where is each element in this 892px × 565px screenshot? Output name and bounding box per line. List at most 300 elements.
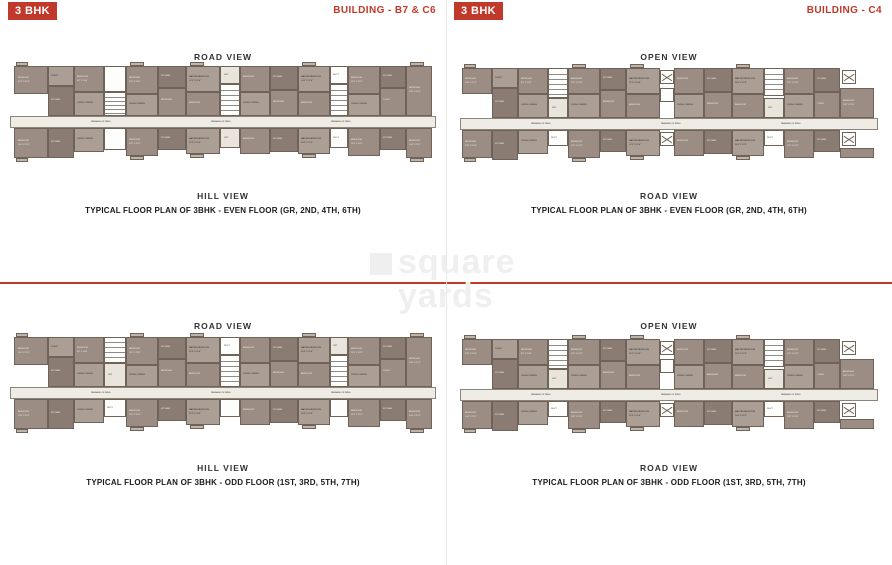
unit-block: [840, 359, 874, 389]
unit-block: [240, 128, 270, 154]
unit-block: [158, 337, 186, 359]
unit-block: [568, 68, 600, 94]
room-name: KITCHEN: [51, 412, 61, 414]
room-dimension: 11'0" X 12'0": [787, 353, 799, 355]
duct-block: [330, 128, 348, 148]
duct-block: [660, 359, 674, 373]
room-name: BEDROOM: [677, 78, 688, 80]
corridor-band: [10, 116, 436, 128]
duct-cross-box: [660, 403, 674, 417]
unit-block: [704, 401, 732, 425]
room-name: BEDROOM: [465, 141, 476, 143]
room-dimension: 10'6" X 12'0": [735, 353, 747, 355]
room-name: MASTER BEDROOM: [189, 347, 209, 349]
room-name: KITCHEN: [383, 408, 393, 410]
unit-block: [270, 128, 298, 152]
unit-block: [674, 401, 704, 427]
unit-block: [732, 401, 764, 427]
balcony-block: [302, 62, 316, 66]
corridor-band: [10, 387, 436, 399]
room-name: MASTER BEDROOM: [735, 349, 755, 351]
room-name: KITCHEN: [51, 99, 61, 101]
lift-block: [548, 98, 568, 118]
unit-block: [840, 419, 874, 429]
room-name: KITCHEN: [161, 346, 171, 348]
unit-block: [240, 92, 270, 116]
room-name: KITCHEN: [707, 411, 717, 413]
unit-block: [626, 365, 660, 389]
unit-block: [840, 88, 874, 118]
unit-block: [270, 90, 298, 116]
room-name: DUCT: [333, 74, 339, 76]
room-name: TOILET: [495, 348, 503, 350]
unit-block: [406, 66, 432, 116]
view-label-top: OPEN VIEW: [640, 321, 698, 331]
unit-block: [626, 401, 660, 427]
plan-caption: TYPICAL FLOOR PLAN OF 3BHK - ODD FLOOR (1ST, 3RD, 5TH, 7TH): [86, 478, 360, 487]
unit-block: [518, 130, 548, 154]
lift-block: [764, 98, 784, 118]
room-name: LIFT: [552, 107, 557, 109]
unit-block: [298, 92, 330, 116]
room-name: BEDROOM: [603, 101, 614, 103]
unit-block: [14, 337, 48, 365]
room-dimension: 10'0" X 11'6": [465, 416, 477, 418]
room-name: LIVING / DINING: [787, 104, 803, 106]
unit-block: [380, 337, 406, 359]
balcony-block: [16, 158, 28, 162]
unit-block: [74, 363, 104, 387]
room-dimension: 12'6" X 10'0": [629, 82, 641, 84]
staircase-block: [548, 339, 568, 369]
balcony-block: [464, 429, 476, 433]
room-name: BEDROOM: [18, 348, 29, 350]
unit-block: [48, 399, 74, 429]
unit-block: [380, 128, 406, 150]
unit-block: [674, 339, 704, 365]
unit-block: [674, 94, 704, 118]
unit-block: [158, 66, 186, 88]
room-dimension: 11'0" X 12'0": [351, 143, 363, 145]
unit-block: [380, 399, 406, 421]
unit-block: [348, 66, 380, 94]
unit-block: [704, 339, 732, 363]
balcony-block: [302, 333, 316, 337]
room-name: BEDROOM: [787, 349, 798, 351]
unit-block: [600, 339, 626, 361]
unit-block: [74, 399, 104, 423]
duct-block: [764, 130, 784, 146]
panel-header: [0, 0, 446, 22]
room-name: BEDROOM: [243, 76, 254, 78]
room-name: BEDROOM: [77, 76, 88, 78]
unit-block: [348, 337, 380, 365]
view-label-bottom: ROAD VIEW: [639, 191, 699, 201]
room-name: BEDROOM: [243, 409, 254, 411]
room-name: LIVING / DINING: [521, 411, 537, 413]
room-name: BEDROOM: [521, 78, 532, 80]
room-dimension: 10'6" X 12'0": [735, 415, 747, 417]
room-name: BEDROOM: [351, 77, 362, 79]
unit-block: [784, 339, 814, 365]
room-name: BEDROOM: [161, 370, 172, 372]
unit-block: [186, 337, 220, 363]
staircase-block: [548, 68, 568, 98]
room-name: KITCHEN: [161, 75, 171, 77]
room-dimension: 11'0" X 12'0": [351, 81, 363, 83]
unit-block: [462, 130, 492, 158]
room-name: LIVING / DINING: [351, 374, 367, 376]
watermark-line2: yards: [398, 277, 494, 315]
room-name: BEDROOM: [129, 139, 140, 141]
room-name: LIVING / DINING: [571, 104, 587, 106]
staircase-block: [104, 92, 126, 116]
room-dimension: 10'0" X 11'6": [409, 144, 421, 146]
staircase-block: [764, 339, 784, 367]
room-dimension: 11'0" X 12'0": [351, 414, 363, 416]
unit-block: [784, 94, 814, 118]
room-name: BEDROOM: [465, 349, 476, 351]
unit-block: [518, 365, 548, 389]
room-name: BEDROOM: [129, 348, 140, 350]
duct-cross-box: [660, 70, 674, 84]
room-dimension: 10'0" X 11'6": [465, 353, 477, 355]
lift-block: [330, 337, 348, 355]
room-name: BEDROOM: [707, 374, 718, 376]
room-name: KITCHEN: [273, 76, 283, 78]
unit-block: [568, 130, 600, 158]
room-name: LIFT: [224, 74, 229, 76]
room-name: DUCT: [767, 408, 773, 410]
bhk-badge: 3 BHK: [454, 2, 503, 20]
room-dimension: 10'6" X 12'0": [301, 351, 313, 353]
unit-block: [784, 68, 814, 94]
room-name: BEDROOM: [787, 141, 798, 143]
room-name: LIVING / DINING: [521, 104, 537, 106]
room-name: DUCT: [107, 407, 113, 409]
unit-block: [518, 401, 548, 425]
room-name: LIFT: [552, 378, 557, 380]
unit-block: [518, 94, 548, 118]
unit-block: [126, 399, 158, 427]
room-name: KITCHEN: [707, 78, 717, 80]
unit-block: [674, 130, 704, 156]
room-name: DUCT: [224, 345, 230, 347]
unit-block: [814, 68, 840, 92]
room-name: BEDROOM: [571, 349, 582, 351]
duct-cross-box: [842, 403, 856, 417]
room-name: BEDROOM: [18, 140, 29, 142]
corridor-note: PASSAGE OF WING: [331, 392, 351, 394]
balcony-block: [572, 335, 586, 339]
room-dimension: 12'6" X 10'0": [189, 142, 201, 144]
unit-block: [462, 339, 492, 365]
view-label-bottom: ROAD VIEW: [639, 463, 699, 473]
corridor-note: PASSAGE OF WING: [331, 121, 351, 123]
room-name: KITCHEN: [603, 139, 613, 141]
room-name: BEDROOM: [18, 411, 29, 413]
room-name: KITCHEN: [51, 141, 61, 143]
unit-block: [298, 363, 330, 387]
corridor-note: PASSAGE OF WING: [211, 121, 231, 123]
unit-block: [732, 94, 764, 118]
unit-block: [14, 399, 48, 429]
room-name: LIVING / DINING: [571, 375, 587, 377]
duct-block: [764, 401, 784, 417]
room-name: KITCHEN: [817, 78, 827, 80]
unit-block: [704, 92, 732, 118]
room-name: BEDROOM: [677, 411, 688, 413]
room-name: BEDROOM: [629, 375, 640, 377]
duct-cross-box: [660, 341, 674, 355]
balcony-block: [16, 333, 28, 337]
room-dimension: 11'0" X 12'0": [129, 81, 141, 83]
room-name: LIFT: [768, 107, 773, 109]
room-dimension: 12'6" X 10'0": [629, 353, 641, 355]
room-name: TOILET: [51, 346, 59, 348]
unit-block: [240, 399, 270, 425]
unit-block: [814, 130, 840, 152]
unit-block: [14, 66, 48, 94]
room-name: BEDROOM: [129, 410, 140, 412]
room-name: KITCHEN: [273, 409, 283, 411]
unit-block: [626, 130, 660, 156]
unit-block: [600, 401, 626, 423]
plan-caption: TYPICAL FLOOR PLAN OF 3BHK - EVEN FLOOR (GR, 2ND, 4TH, 6TH): [85, 206, 361, 215]
room-name: MASTER BEDROOM: [189, 409, 209, 411]
room-name: KITCHEN: [495, 414, 505, 416]
unit-block: [732, 130, 764, 156]
balcony-block: [410, 158, 424, 162]
room-name: BEDROOM: [843, 100, 854, 102]
unit-block: [462, 68, 492, 94]
room-dimension: 10'0" X 11'6": [465, 82, 477, 84]
balcony-block: [410, 333, 424, 337]
unit-block: [406, 337, 432, 387]
room-dimension: 10'0" X 11'6": [843, 104, 855, 106]
balcony-block: [630, 427, 644, 431]
corridor-note: PASSAGE OF WING: [781, 123, 801, 125]
unit-block: [48, 337, 74, 357]
unit-block: [518, 68, 548, 94]
unit-block: [492, 68, 518, 88]
balcony-block: [302, 425, 316, 429]
room-name: LIVING / DINING: [787, 375, 803, 377]
room-name: LIVING / DINING: [77, 138, 93, 140]
building-label: BUILDING - B7 & C6: [333, 5, 436, 16]
room-name: BEDROOM: [677, 349, 688, 351]
panel-top-left: [0, 0, 446, 282]
room-name: BEDROOM: [129, 77, 140, 79]
balcony-block: [464, 335, 476, 339]
unit-block: [568, 94, 600, 118]
room-name: BEDROOM: [571, 78, 582, 80]
room-dimension: 11'0" X 12'0": [787, 82, 799, 84]
room-name: KITCHEN: [603, 77, 613, 79]
unit-block: [240, 66, 270, 92]
room-name: MASTER BEDROOM: [629, 411, 649, 413]
lift-block: [764, 369, 784, 389]
room-name: MASTER BEDROOM: [735, 78, 755, 80]
room-dimension: 11'0" X 12'0": [571, 145, 583, 147]
room-name: LIVING / DINING: [351, 103, 367, 105]
floor-plan-drawing: [460, 333, 878, 455]
room-name: KITCHEN: [495, 372, 505, 374]
room-dimension: 11'0" X 12'0": [571, 82, 583, 84]
room-name: MASTER BEDROOM: [301, 76, 321, 78]
room-name: BEDROOM: [273, 101, 284, 103]
unit-block: [158, 128, 186, 150]
corridor-note: PASSAGE OF WING: [781, 394, 801, 396]
duct-block: [330, 66, 348, 84]
room-name: BEDROOM: [571, 412, 582, 414]
unit-block: [186, 399, 220, 425]
unit-block: [48, 128, 74, 158]
unit-block: [74, 66, 104, 92]
room-name: DUCT: [551, 408, 557, 410]
staircase-block: [764, 68, 784, 96]
room-name: DUCT: [767, 137, 773, 139]
duct-block: [220, 337, 240, 355]
room-dimension: 12'6" X 10'0": [189, 413, 201, 415]
room-name: KITCHEN: [495, 101, 505, 103]
unit-block: [518, 339, 548, 365]
corridor-note: PASSAGE OF WING: [211, 392, 231, 394]
unit-block: [704, 363, 732, 389]
room-name: BEDROOM: [843, 371, 854, 373]
unit-block: [126, 66, 158, 94]
staircase-block: [220, 355, 240, 387]
room-name: LIVING / DINING: [129, 374, 145, 376]
room-name: TOILET: [51, 75, 59, 77]
room-dimension: 10'6" X 12'0": [301, 413, 313, 415]
room-name: TOILET: [383, 370, 391, 372]
room-dimension: 10'0" X 11'6": [18, 144, 30, 146]
room-name: TOILET: [817, 103, 825, 105]
balcony-block: [736, 156, 750, 160]
room-dimension: 9'0" X 10'0": [77, 80, 88, 82]
room-name: KITCHEN: [383, 346, 393, 348]
room-name: BEDROOM: [351, 410, 362, 412]
room-name: LIFT: [768, 378, 773, 380]
room-name: BEDROOM: [161, 99, 172, 101]
room-dimension: 12'6" X 10'0": [189, 80, 201, 82]
staircase-block: [104, 337, 126, 363]
unit-block: [186, 92, 220, 116]
unit-block: [568, 401, 600, 429]
unit-block: [298, 128, 330, 154]
room-dimension: 11'0" X 12'0": [571, 353, 583, 355]
unit-block: [626, 68, 660, 94]
room-name: LIVING / DINING: [243, 102, 259, 104]
unit-block: [48, 66, 74, 86]
room-dimension: 11'0" X 12'0": [787, 145, 799, 147]
unit-block: [186, 66, 220, 92]
duct-cross-box: [842, 70, 856, 84]
room-name: BEDROOM: [189, 102, 200, 104]
balcony-block: [464, 64, 476, 68]
balcony-block: [410, 62, 424, 66]
floor-plan-drawing: [10, 62, 436, 180]
room-name: BEDROOM: [571, 141, 582, 143]
room-name: BEDROOM: [301, 373, 312, 375]
room-name: BEDROOM: [409, 87, 420, 89]
room-name: MASTER BEDROOM: [735, 411, 755, 413]
unit-block: [732, 68, 764, 94]
room-dimension: 11'0" X 12'0": [129, 414, 141, 416]
room-name: MASTER BEDROOM: [629, 140, 649, 142]
room-dimension: 10'0" X 11'6": [409, 91, 421, 93]
room-dimension: 11'0" X 12'0": [129, 352, 141, 354]
room-name: LIVING / DINING: [677, 104, 693, 106]
balcony-block: [130, 333, 144, 337]
balcony-block: [130, 156, 144, 160]
room-dimension: 11'0" X 12'0": [571, 416, 583, 418]
balcony-block: [130, 62, 144, 66]
room-dimension: 10'0" X 11'6": [18, 352, 30, 354]
room-name: BEDROOM: [351, 348, 362, 350]
staircase-block: [220, 84, 240, 116]
unit-block: [14, 128, 48, 158]
room-name: DUCT: [333, 137, 339, 139]
unit-block: [126, 128, 158, 156]
unit-block: [126, 94, 158, 116]
unit-block: [568, 339, 600, 365]
corridor-note: PASSAGE OF WING: [531, 394, 551, 396]
unit-block: [600, 90, 626, 118]
unit-block: [704, 68, 732, 92]
balcony-block: [630, 335, 644, 339]
unit-block: [406, 128, 432, 158]
unit-block: [732, 365, 764, 389]
room-name: KITCHEN: [273, 347, 283, 349]
unit-block: [270, 361, 298, 387]
room-name: BEDROOM: [77, 347, 88, 349]
room-dimension: 10'0" X 11'6": [409, 415, 421, 417]
unit-block: [348, 128, 380, 156]
room-name: KITCHEN: [383, 137, 393, 139]
lift-block: [104, 363, 126, 387]
balcony-block: [16, 429, 28, 433]
unit-block: [814, 339, 840, 363]
duct-block: [660, 88, 674, 102]
balcony-block: [630, 156, 644, 160]
unit-block: [600, 130, 626, 152]
room-name: DUCT: [551, 137, 557, 139]
plan-caption: TYPICAL FLOOR PLAN OF 3BHK - ODD FLOOR (1ST, 3RD, 5TH, 7TH): [532, 478, 806, 487]
room-name: BEDROOM: [351, 139, 362, 141]
unit-block: [348, 94, 380, 116]
unit-block: [74, 92, 104, 116]
room-name: BEDROOM: [735, 375, 746, 377]
unit-block: [568, 365, 600, 389]
room-dimension: 10'0" X 11'6": [465, 145, 477, 147]
duct-cross-box: [660, 132, 674, 146]
balcony-block: [572, 64, 586, 68]
balcony-block: [464, 158, 476, 162]
room-dimension: 9'0" X 10'0": [77, 351, 88, 353]
staircase-block: [330, 84, 348, 116]
room-name: LIVING / DINING: [521, 140, 537, 142]
room-name: BEDROOM: [301, 102, 312, 104]
unit-block: [348, 399, 380, 427]
room-name: KITCHEN: [495, 143, 505, 145]
room-dimension: 10'6" X 12'0": [735, 144, 747, 146]
room-name: MASTER BEDROOM: [629, 78, 649, 80]
balcony-block: [302, 154, 316, 158]
room-name: BEDROOM: [465, 78, 476, 80]
unit-block: [158, 88, 186, 116]
